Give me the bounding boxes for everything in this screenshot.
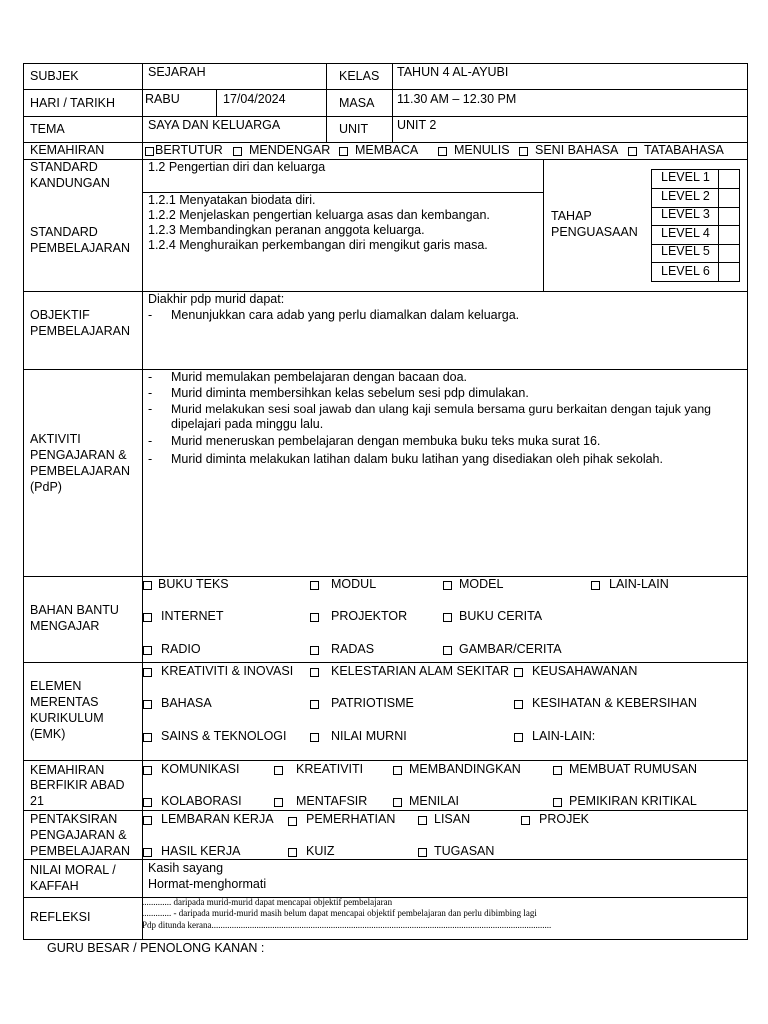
nilai-label-2: KAFFAH: [30, 879, 79, 893]
option-model: MODEL: [459, 577, 504, 591]
option-buku-teks: BUKU TEKS: [158, 577, 229, 591]
hari-label: HARI / TARIKH: [30, 96, 115, 110]
aktiviti-item: Murid memulakan pembelajaran dengan bacaan doa.: [171, 370, 468, 384]
tema-value: SAYA DAN KELUARGA: [148, 118, 281, 132]
option-tatabahasa: TATABAHASA: [644, 143, 724, 157]
checkbox-menulis[interactable]: [438, 147, 447, 156]
sp-item: 1.2.3 Membandingkan peranan anggota keluarga.: [148, 223, 425, 237]
aktiviti-item: Murid diminta melakukan latihan dalam buku latihan yang disediakan oleh pihak sekolah.: [171, 452, 663, 466]
option-kreativiti-inovasi: KREATIVITI & INOVASI: [161, 664, 294, 678]
option-buku-cerita: BUKU CERITA: [459, 609, 543, 623]
nilai-value: Hormat-menghormati: [148, 877, 267, 891]
option-projek: PROJEK: [539, 812, 590, 826]
level-label: LEVEL 1: [661, 170, 710, 184]
checkbox-radas[interactable]: [310, 646, 319, 655]
refleksi-label: REFLEKSI: [30, 910, 91, 924]
checkbox-buku-teks[interactable]: [143, 581, 152, 590]
option-radas: RADAS: [331, 642, 375, 656]
option-hasil-kerja: HASIL KERJA: [161, 844, 241, 858]
option-lain-lain: LAIN-LAIN: [609, 577, 669, 591]
checkbox-pemikiran-kritikal[interactable]: [553, 798, 562, 807]
checkbox-model[interactable]: [443, 581, 452, 590]
sp-item: 1.2.1 Menyatakan biodata diri.: [148, 193, 316, 207]
option-gambar-cerita: GAMBAR/CERITA: [459, 642, 562, 656]
option-pemerhatian: PEMERHATIAN: [306, 812, 396, 826]
checkbox-kreativiti[interactable]: [274, 766, 283, 775]
checkbox-radio[interactable]: [143, 646, 152, 655]
subjek-label: SUBJEK: [30, 69, 79, 83]
option-membandingkan: MEMBANDINGKAN: [409, 762, 521, 776]
checkbox-modul[interactable]: [310, 581, 319, 590]
emk-label-line: KURIKULUM: [30, 711, 104, 725]
option-nilai-murni: NILAI MURNI: [331, 729, 407, 743]
checkbox-tugasan[interactable]: [418, 848, 427, 857]
checkbox-kelestarian[interactable]: [310, 668, 319, 677]
option-keusahawanan: KEUSAHAWANAN: [532, 664, 638, 678]
option-membaca: MEMBACA: [355, 143, 419, 157]
subjek-value: SEJARAH: [148, 65, 206, 79]
kbat-label-line: BERFIKIR ABAD: [30, 778, 125, 792]
tarikh-value: 17/04/2024: [223, 92, 286, 106]
pentaksiran-label-line: PENTAKSIRAN: [30, 812, 118, 826]
tahap-label-1: TAHAP: [551, 209, 592, 223]
checkbox-lembaran-kerja[interactable]: [143, 816, 152, 825]
aktiviti-item-cont: dipelajari pada minggu lalu.: [171, 417, 324, 431]
objektif-intro: Diakhir pdp murid dapat:: [148, 292, 285, 306]
aktiviti-item: Murid melakukan sesi soal jawab dan ulang kaji semula bersama guru berkaitan dengan tajuk yang: [171, 402, 712, 416]
option-internet: INTERNET: [161, 609, 224, 623]
level-label: LEVEL 6: [661, 264, 710, 278]
kelas-label: KELAS: [339, 69, 380, 83]
bahan-label-2: MENGAJAR: [30, 619, 100, 633]
emk-label-line: ELEMEN: [30, 679, 82, 693]
option-tugasan: TUGASAN: [434, 844, 495, 858]
sp-item: 1.2.2 Menjelaskan pengertian keluarga asas dan kembangan.: [148, 208, 490, 222]
checkbox-komunikasi[interactable]: [143, 766, 152, 775]
objektif-item: Menunjukkan cara adab yang perlu diamalkan dalam keluarga.: [171, 308, 520, 322]
unit-label: UNIT: [339, 122, 369, 136]
aktiviti-label-line: PEMBELAJARAN: [30, 464, 131, 478]
option-emk-lain-lain: LAIN-LAIN:: [532, 729, 596, 743]
kelas-value: TAHUN 4 AL-AYUBI: [397, 65, 509, 79]
tahap-label-2: PENGUASAAN: [551, 225, 638, 239]
checkbox-internet[interactable]: [143, 613, 152, 622]
option-komunikasi: KOMUNIKASI: [161, 762, 240, 776]
objektif-label-1: OBJEKTIF: [30, 308, 90, 322]
checkbox-lain-lain[interactable]: [591, 581, 600, 590]
sp-item: 1.2.4 Menghuraikan perkembangan diri mengikut garis masa.: [148, 238, 488, 252]
masa-label: MASA: [339, 96, 375, 110]
masa-value: 11.30 AM – 12.30 PM: [397, 92, 517, 106]
checkbox-membuat-rumusan[interactable]: [553, 766, 562, 775]
option-menulis: MENULIS: [454, 143, 510, 157]
option-pemikiran-kritikal: PEMIKIRAN KRITIKAL: [569, 794, 697, 808]
option-bertutur: BERTUTUR: [155, 143, 223, 157]
option-lembaran-kerja: LEMBARAN KERJA: [161, 812, 274, 826]
option-kreativiti: KREATIVITI: [296, 762, 364, 776]
aktiviti-label-line: (PdP): [30, 480, 62, 494]
bullet: -: [148, 308, 153, 322]
aktiviti-label-line: AKTIVITI: [30, 432, 81, 446]
nilai-label-1: NILAI MORAL /: [30, 863, 116, 877]
bahan-label-1: BAHAN BANTU: [30, 603, 119, 617]
tema-label: TEMA: [30, 122, 65, 136]
emk-label-line: MERENTAS: [30, 695, 99, 709]
checkbox-kuiz[interactable]: [288, 848, 297, 857]
hari-value: RABU: [145, 92, 180, 106]
option-kesihatan: KESIHATAN & KEBERSIHAN: [532, 696, 697, 710]
checkbox-kolaborasi[interactable]: [143, 798, 152, 807]
level-label: LEVEL 4: [661, 226, 710, 240]
option-kelestarian: KELESTARIAN ALAM SEKITAR: [331, 664, 510, 678]
level-label: LEVEL 5: [661, 244, 710, 258]
option-seni-bahasa: SENI BAHASA: [535, 143, 619, 157]
bullet: -: [148, 402, 153, 416]
option-menilai: MENILAI: [409, 794, 460, 808]
emk-label-line: (EMK): [30, 727, 66, 741]
refleksi-line: Pdp ditunda kerana.......................................................................................................................................................: [142, 920, 552, 930]
option-radio: RADIO: [161, 642, 201, 656]
checkbox-seni-bahasa[interactable]: [519, 147, 528, 156]
pentaksiran-label-line: PEMBELAJARAN: [30, 844, 131, 858]
option-mentafsir: MENTAFSIR: [296, 794, 368, 808]
kbat-label-line: 21: [30, 794, 44, 808]
level-label: LEVEL 2: [661, 189, 710, 203]
checkbox-mentafsir[interactable]: [274, 798, 283, 807]
checkbox-membandingkan[interactable]: [393, 766, 402, 775]
option-lisan: LISAN: [434, 812, 471, 826]
refleksi-line: ............. - daripada murid-murid masih belum dapat mencapai objektif pembelajaran dan perlu dibimbing lagi: [142, 908, 537, 918]
aktiviti-item: Murid meneruskan pembelajaran dengan membuka buku teks muka surat 16.: [171, 434, 601, 448]
option-kuiz: KUIZ: [306, 844, 335, 858]
sk-label-2: KANDUNGAN: [30, 176, 110, 190]
option-mendengar: MENDENGAR: [249, 143, 331, 157]
nilai-value: Kasih sayang: [148, 861, 224, 875]
option-membuat-rumusan: MEMBUAT RUMUSAN: [569, 762, 698, 776]
option-sains-teknologi: SAINS & TEKNOLOGI: [161, 729, 287, 743]
sk-label-1: STANDARD: [30, 160, 98, 174]
checkbox-bertutur[interactable]: [145, 147, 154, 156]
option-projektor: PROJEKTOR: [331, 609, 408, 623]
kbat-label-line: KEMAHIRAN: [30, 763, 105, 777]
kemahiran-label: KEMAHIRAN: [30, 143, 105, 157]
checkbox-menilai[interactable]: [393, 798, 402, 807]
option-patriotisme: PATRIOTISME: [331, 696, 414, 710]
refleksi-line: ............. daripada murid-murid dapat mencapai objektif pembelajaran: [142, 897, 393, 907]
bullet: -: [148, 370, 153, 384]
checkbox-gambar-cerita[interactable]: [443, 646, 452, 655]
sp-label-1: STANDARD: [30, 225, 98, 239]
guru-besar-signature-label: GURU BESAR / PENOLONG KANAN :: [47, 941, 265, 955]
aktiviti-label-line: PENGAJARAN &: [30, 448, 127, 462]
checkbox-emk-lain-lain[interactable]: [514, 733, 523, 742]
option-modul: MODUL: [331, 577, 377, 591]
level-label: LEVEL 3: [661, 207, 710, 221]
pentaksiran-label-line: PENGAJARAN &: [30, 828, 127, 842]
checkbox-pemerhatian[interactable]: [288, 817, 297, 826]
checkbox-nilai-murni[interactable]: [310, 733, 319, 742]
checkbox-hasil-kerja[interactable]: [143, 848, 152, 857]
checkbox-lisan[interactable]: [418, 816, 427, 825]
checkbox-kreativiti-inovasi[interactable]: [143, 668, 152, 677]
bullet: -: [148, 452, 153, 466]
option-kolaborasi: KOLABORASI: [161, 794, 242, 808]
checkbox-mendengar[interactable]: [233, 147, 242, 156]
checkbox-sains-teknologi[interactable]: [143, 733, 152, 742]
sk-value: 1.2 Pengertian diri dan keluarga: [148, 160, 326, 174]
checkbox-projektor[interactable]: [310, 613, 319, 622]
bullet: -: [148, 434, 153, 448]
checkbox-bahasa[interactable]: [143, 700, 152, 709]
unit-value: UNIT 2: [397, 118, 437, 132]
objektif-label-2: PEMBELAJARAN: [30, 324, 131, 338]
bullet: -: [148, 386, 153, 400]
checkbox-patriotisme[interactable]: [310, 700, 319, 709]
aktiviti-item: Murid diminta membersihkan kelas sebelum sesi pdp dimulakan.: [171, 386, 529, 400]
option-bahasa: BAHASA: [161, 696, 212, 710]
sp-label-2: PEMBELAJARAN: [30, 241, 131, 255]
checkbox-buku-cerita[interactable]: [443, 613, 452, 622]
checkbox-projek[interactable]: [521, 816, 530, 825]
checkbox-tatabahasa[interactable]: [628, 147, 637, 156]
checkbox-kesihatan[interactable]: [514, 700, 523, 709]
checkbox-membaca[interactable]: [339, 147, 348, 156]
checkbox-keusahawanan[interactable]: [514, 668, 523, 677]
